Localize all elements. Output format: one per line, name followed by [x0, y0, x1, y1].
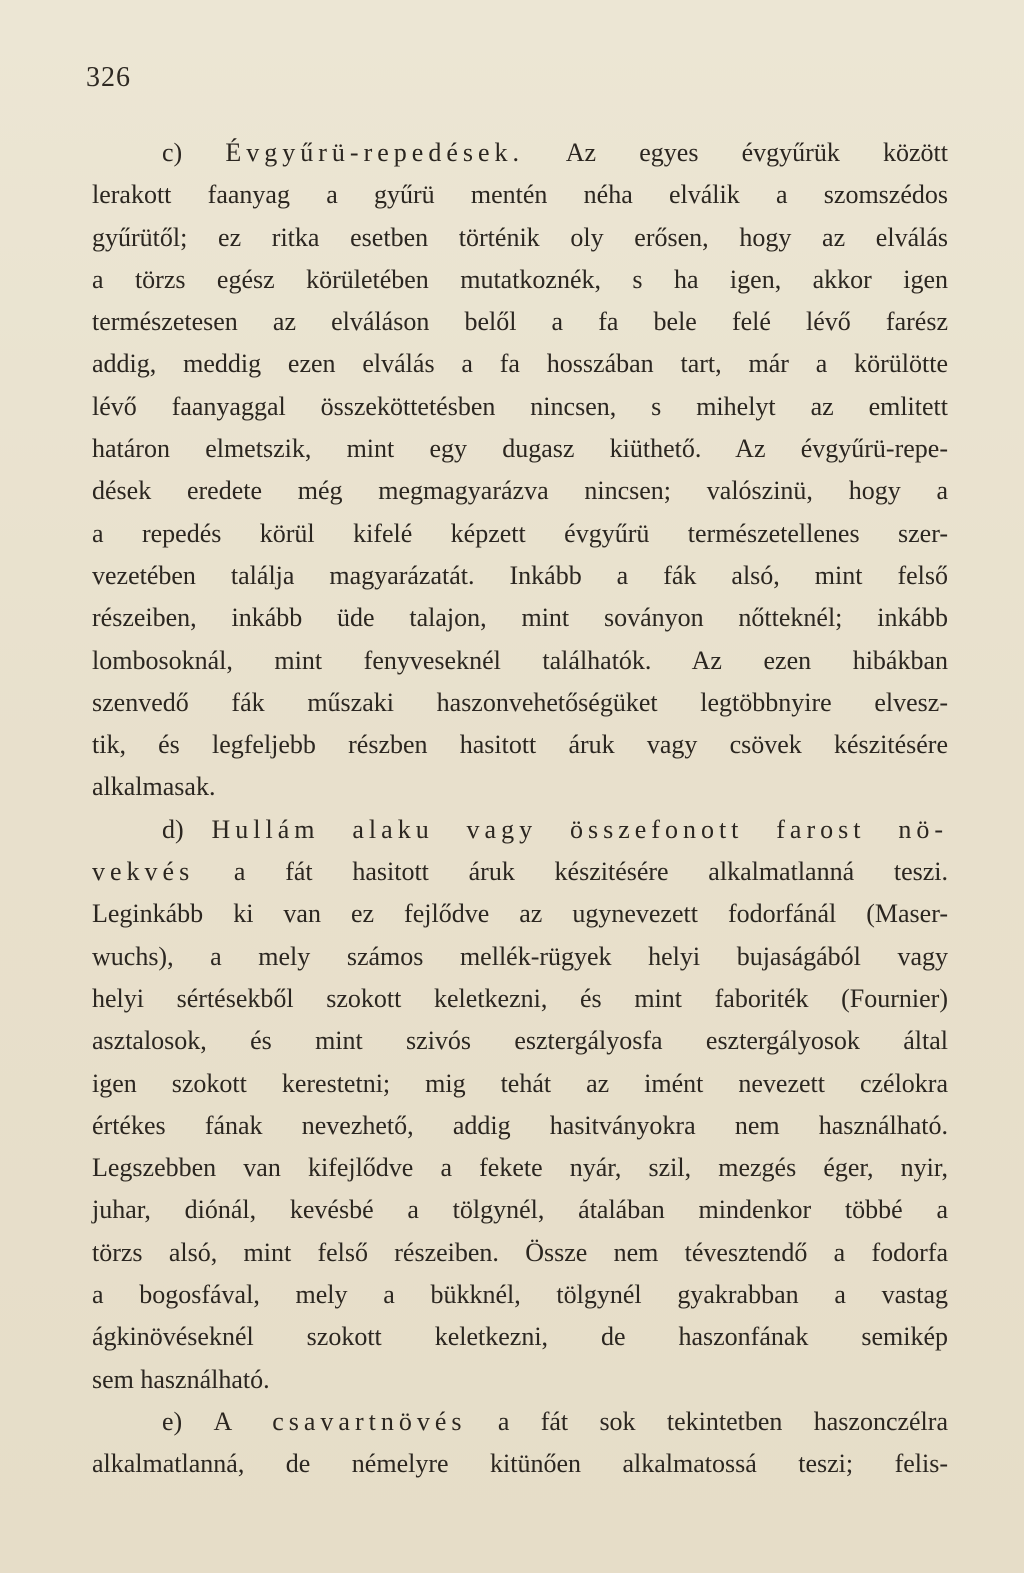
item-label: e): [162, 1406, 214, 1436]
text-line: lombosoknál, mint fenyveseknél találhatók. Az ezen hibákban: [92, 645, 948, 675]
spaced-heading: vekvés: [92, 857, 195, 887]
text-line: lévő faanyaggal összeköttetésben nincsen, s mihelyt az emlitett: [92, 391, 948, 421]
text-line: vezetében találja magyarázatát. Inkább a fák alsó, mint felső: [92, 560, 948, 590]
line-text: Az egyes évgyűrük között: [524, 138, 949, 167]
text-line: wuchs), a mely számos mellék-rügyek helyi bujaságából vagy: [92, 941, 948, 971]
body-text: [92, 132, 948, 1486]
text-line: [92, 809, 948, 851]
text-line: alkalmasak.: [92, 772, 216, 802]
text-line: asztalosok, és mint szivós esztergályosfa esztergályosok által: [92, 1026, 948, 1056]
text-line: ágkinövéseknél szokott keletkezni, de haszonfának semikép: [92, 1322, 948, 1352]
text-line: a bogosfával, mely a bükknél, tölgynél gyakrabban a vastag: [92, 1280, 948, 1310]
text-line: Leginkább ki van ez fejlődve az ugynevezett fodorfánál (Maser-: [92, 899, 948, 929]
line-text: a fát sok tekintetben haszonczélra: [466, 1406, 948, 1436]
text-line: részeiben, inkább üde talajon, mint soványon nőtteknél; inkább: [92, 603, 948, 633]
text-line: a törzs egész körületében mutatkoznék, s ha igen, akkor igen: [92, 264, 948, 294]
item-label: d): [162, 814, 212, 844]
text-line: [92, 1401, 948, 1443]
text-line: sem használható.: [92, 1364, 270, 1394]
spaced-heading: A csavartnövés: [213, 1406, 467, 1436]
page-number: 326: [86, 62, 131, 93]
text-line: szenvedő fák műszaki haszonvehetőségüket legtöbbnyire elvesz-: [92, 687, 948, 717]
item-label: c): [162, 138, 226, 167]
text-line: [92, 851, 948, 893]
spaced-heading: Hullám alaku vagy összefonott farost nö-: [211, 814, 948, 844]
spaced-heading: Évgyűrü-repedések.: [225, 138, 525, 167]
text-line: addig, meddig ezen elválás a fa hosszában tart, már a körülötte: [92, 349, 948, 379]
text-line: értékes fának nevezhető, addig hasitványokra nem használható.: [92, 1110, 948, 1140]
text-line: lerakott faanyag a gyűrü mentén néha elválik a szomszédos: [92, 180, 948, 210]
text-line: dések eredete még megmagyarázva nincsen; valószinü, hogy a: [92, 476, 948, 506]
text-line: törzs alsó, mint felső részeiben. Össze nem tévesztendő a fodorfa: [92, 1237, 948, 1267]
text-line: határon elmetszik, mint egy dugasz kiüthető. Az évgyűrü-repe-: [92, 434, 948, 464]
text-line: természetesen az elváláson belől a fa bele felé lévő farész: [92, 307, 948, 337]
text-line: a repedés körül kifelé képzett évgyűrü természetellenes szer-: [92, 518, 948, 548]
text-line: Legszebben van kifejlődve a fekete nyár, szil, mezgés éger, nyir,: [92, 1153, 948, 1183]
text-line: [92, 132, 948, 174]
text-line: helyi sértésekből szokott keletkezni, és mint faboriték (Fournier): [92, 983, 948, 1013]
text-line: igen szokott kerestetni; mig tehát az imént nevezett czélokra: [92, 1068, 948, 1098]
text-line: juhar, diónál, kevésbé a tölgynél, átalában mindenkor többé a: [92, 1195, 948, 1225]
text-line: gyűrütől; ez ritka esetben történik oly erősen, hogy az elválás: [92, 222, 948, 252]
text-line: tik, és legfeljebb részben hasitott áruk vagy csövek készitésére: [92, 730, 948, 760]
line-text: a fát hasitott áruk készitésére alkalmatlanná teszi.: [194, 857, 948, 887]
text-line: alkalmatlanná, de némelyre kitünően alkalmatossá teszi; felis-: [92, 1449, 948, 1479]
